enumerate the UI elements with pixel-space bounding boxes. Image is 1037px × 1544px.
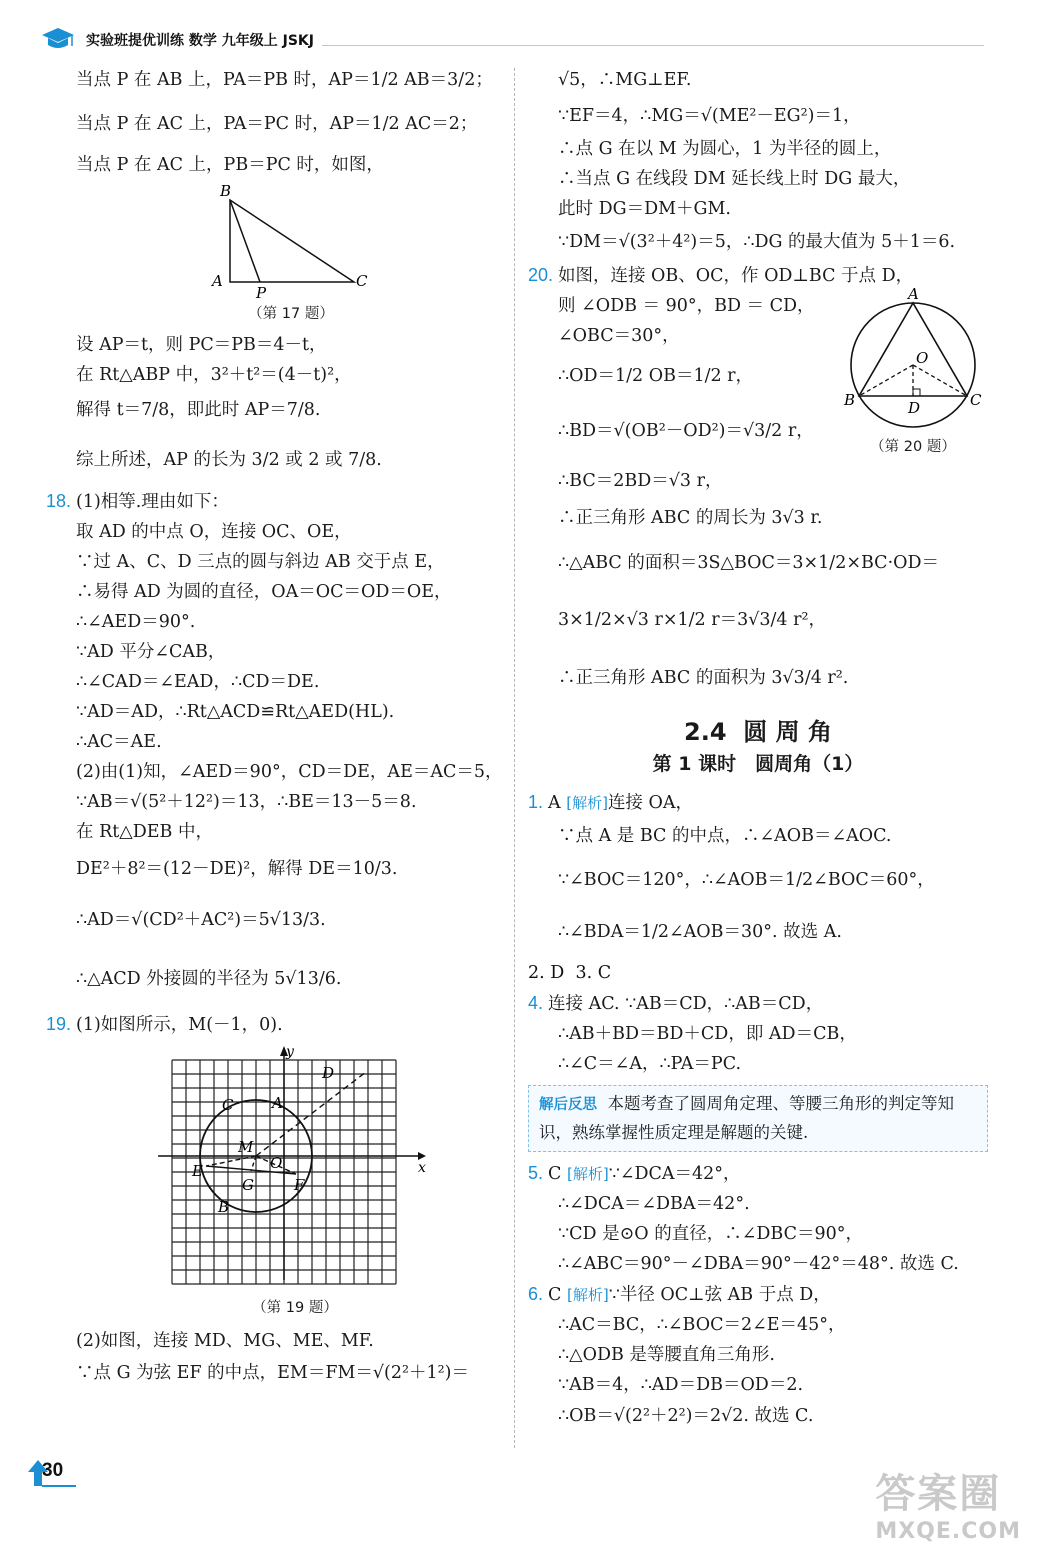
text-line: DE²＋8²＝(12－DE)²，解得 DE＝10/3. bbox=[76, 859, 398, 879]
label-F: F bbox=[294, 1176, 305, 1194]
label-A: A bbox=[908, 285, 919, 303]
text-line: 综上所述，AP 的长为 3/2 或 2 或 7/8. bbox=[76, 450, 382, 470]
label-D: D bbox=[322, 1064, 335, 1082]
text-line: ∴BC＝2BD＝√3 r， bbox=[558, 471, 723, 491]
text-line: ∵EF＝4，∴MG＝√(ME²－EG²)＝1， bbox=[558, 106, 861, 126]
text-line: 连接 OA， bbox=[607, 793, 693, 813]
answer-1 bbox=[528, 787, 988, 818]
text-line: 此时 DG＝DM＋GM. bbox=[558, 199, 731, 219]
column-divider bbox=[514, 68, 515, 1448]
text-line: ∵半径 OC⊥弦 AB 于点 D， bbox=[608, 1285, 831, 1305]
text-line: 在 Rt△ABP 中，3²＋t²＝(4－t)²， bbox=[76, 365, 352, 385]
text-line: ∴∠AED＝90°. bbox=[76, 612, 196, 632]
label-C: C bbox=[970, 391, 982, 409]
text-line: ∴∠DCA＝∠DBA＝42°. bbox=[558, 1194, 750, 1214]
text-line: ∵点 A 是 BC 的中点，∴∠AOB＝∠AOC. bbox=[558, 826, 892, 846]
text-line: ∴∠ABC＝90°－∠DBA＝90°－42°＝48°. 故选 C. bbox=[558, 1254, 959, 1274]
answer-choice: C bbox=[548, 1164, 562, 1184]
right-column bbox=[528, 62, 988, 1432]
text-line: ∴AB＋BD＝BD＋CD，即 AD＝CB， bbox=[558, 1024, 857, 1044]
text-line: 如图，连接 OB、OC，作 OD⊥BC 于点 D， bbox=[558, 266, 914, 286]
text-line: 当点 P 在 AB 上，PA＝PB 时，AP＝1/2 AB＝3/2； bbox=[76, 70, 493, 90]
text-line: ∴正三角形 ABC 的周长为 3√3 r. bbox=[558, 508, 823, 528]
text-line: (1)相等.理由如下： bbox=[76, 492, 229, 512]
watermark-url: MXQE.COM bbox=[875, 1519, 1021, 1544]
text-line: ∵AD＝AD，∴Rt△ACD≌Rt△AED(HL). bbox=[76, 702, 395, 722]
text-line: (1)如图所示，M(－1，0). bbox=[76, 1015, 283, 1035]
text-line: ∵∠DCA＝42°， bbox=[608, 1164, 741, 1184]
text-line: ∴AC＝AE. bbox=[76, 732, 162, 752]
question-number: 20. bbox=[528, 265, 554, 285]
text-line: ∵AB＝√(5²＋12²)＝13，∴BE＝13－5＝8. bbox=[76, 792, 417, 812]
question-number: 4. bbox=[528, 993, 544, 1013]
answer-choice: A bbox=[548, 793, 561, 813]
book-title: 实验班提优训练 数学 九年级上 JSKJ bbox=[86, 33, 314, 49]
question-20-body bbox=[528, 285, 988, 461]
text-line: (2)由(1)知，∠AED＝90°，CD＝DE，AE＝AC＝5， bbox=[76, 762, 503, 782]
reflection-text: 本题考查了圆周角定理、等腰三角形的判定等知识，熟练掌握性质定理是解题的关键. bbox=[539, 1094, 954, 1142]
answer-5 bbox=[528, 1158, 988, 1189]
text-line: 在 Rt△DEB 中， bbox=[76, 822, 213, 842]
answer-2-3 bbox=[528, 958, 988, 988]
analysis-tag: [解析] bbox=[566, 1286, 609, 1304]
text-line: ∴AD＝√(CD²＋AC²)＝5√13/3. bbox=[76, 910, 326, 930]
text-line: ∴OD＝1/2 OB＝1/2 r， bbox=[558, 366, 754, 386]
label-B: B bbox=[844, 391, 856, 409]
label-O: O bbox=[916, 349, 929, 367]
text-line: ∴易得 AD 为圆的直径，OA＝OC＝OD＝OE， bbox=[76, 582, 452, 602]
text-line: 当点 P 在 AC 上，PA＝PC 时，AP＝1/2 AC＝2； bbox=[76, 114, 478, 134]
text-line: 设 AP＝t，则 PC＝PB＝4－t， bbox=[76, 335, 327, 355]
text-line: ∵AB＝4，∴AD＝DB＝OD＝2. bbox=[558, 1375, 804, 1395]
label-C: C bbox=[222, 1096, 234, 1114]
watermark bbox=[875, 1462, 1021, 1544]
section-title: 2.4 圆 周 角 bbox=[684, 718, 832, 746]
figure-19 bbox=[46, 1040, 506, 1322]
text-line: ∵∠BOC＝120°，∴∠AOB＝1/2∠BOC＝60°， bbox=[558, 870, 935, 890]
text-line: 3×1/2×√3 r×1/2 r＝3√3/4 r²， bbox=[558, 610, 826, 630]
page-number: 30 bbox=[42, 1460, 64, 1481]
label-D: D bbox=[908, 399, 921, 417]
text-line: ∴△ODB 是等腰直角三角形. bbox=[558, 1345, 775, 1365]
question-number: 5. bbox=[528, 1163, 544, 1183]
left-column bbox=[46, 62, 506, 1390]
analysis-tag: [解析] bbox=[566, 794, 608, 812]
watermark-logo: 答案圈 bbox=[875, 1471, 1002, 1517]
text-line: ∴∠BDA＝1/2∠AOB＝30°. 故选 A. bbox=[558, 922, 842, 942]
text-line: 连接 AC. ∵AB＝CD，∴AB＝CD， bbox=[548, 994, 824, 1014]
text-line: ∠OBC＝30°， bbox=[558, 326, 680, 346]
text-line: 解得 t＝7/8，即此时 AP＝7/8. bbox=[76, 400, 321, 420]
label-O: O bbox=[270, 1154, 283, 1172]
analysis-tag: [解析] bbox=[566, 1165, 609, 1183]
reflection-title: 解后反思 bbox=[539, 1097, 597, 1113]
text-line: ∴△ACD 外接圆的半径为 5√13/6. bbox=[76, 969, 342, 989]
text-line: ∵点 G 为弦 EF 的中点，EM＝FM＝√(2²＋1²)＝ bbox=[76, 1363, 470, 1383]
label-A: A bbox=[212, 272, 223, 290]
figure-caption: （第 19 题） bbox=[252, 1300, 338, 1316]
text-line: ∴OB＝√(2²＋2²)＝2√2. 故选 C. bbox=[558, 1406, 814, 1426]
question-number: 6. bbox=[528, 1284, 544, 1304]
text-line: 当点 P 在 AC 上，PB＝PC 时，如图， bbox=[76, 155, 384, 175]
text-line: ∵DM＝√(3²＋4²)＝5，∴DG 的最大值为 5＋1＝6. bbox=[558, 232, 956, 252]
reflection-box bbox=[528, 1085, 988, 1152]
answer-4 bbox=[528, 988, 988, 1019]
grid-diagram bbox=[156, 1044, 436, 1294]
label-B: B bbox=[220, 182, 232, 200]
text-line: ∴∠CAD＝∠EAD，∴CD＝DE. bbox=[76, 672, 320, 692]
question-number: 18. bbox=[46, 491, 72, 511]
text-line: √5，∴MG⊥EF. bbox=[558, 70, 692, 90]
label-E: E bbox=[192, 1162, 203, 1180]
graduation-cap-icon bbox=[40, 26, 76, 52]
answer-2: 2. D bbox=[528, 963, 565, 983]
text-line: (2)如图，连接 MD、MG、ME、MF. bbox=[76, 1331, 374, 1351]
figure-20 bbox=[838, 285, 988, 465]
text-line: ∵CD 是⊙O 的直径，∴∠DBC＝90°， bbox=[558, 1224, 863, 1244]
circle-triangle-diagram bbox=[838, 285, 988, 435]
text-line: ∵过 A、C、D 三点的圆与斜边 AB 交于点 E， bbox=[76, 552, 445, 572]
label-G: G bbox=[242, 1176, 254, 1194]
figure-17 bbox=[46, 180, 506, 330]
figure-caption: （第 17 题） bbox=[248, 306, 334, 322]
label-C: C bbox=[356, 272, 368, 290]
text-line: ∴当点 G 在线段 DM 延长线上时 DG 最大， bbox=[558, 169, 911, 189]
text-line: ∵AD 平分∠CAB， bbox=[76, 642, 226, 662]
label-B: B bbox=[218, 1198, 230, 1216]
question-number: 19. bbox=[46, 1014, 72, 1034]
header-rule bbox=[322, 45, 984, 46]
label-P: P bbox=[256, 284, 267, 302]
label-A: A bbox=[272, 1094, 283, 1112]
question-number: 1. bbox=[528, 792, 544, 812]
page-header bbox=[0, 0, 1037, 56]
label-x: x bbox=[418, 1160, 426, 1176]
text-line: ∴AC＝BC，∴∠BOC＝2∠E＝45°， bbox=[558, 1315, 846, 1335]
answer-3: 3. C bbox=[575, 963, 612, 983]
text-line: 取 AD 的中点 O，连接 OC、OE， bbox=[76, 522, 352, 542]
text-line: ∴点 G 在以 M 为圆心，1 为半径的圆上， bbox=[558, 139, 892, 159]
text-line: ∴△ABC 的面积＝3S△BOC＝3×1/2×BC·OD＝ bbox=[558, 553, 940, 573]
label-y: y bbox=[286, 1044, 294, 1060]
text-line: ∴正三角形 ABC 的面积为 3√3/4 r². bbox=[558, 668, 849, 688]
text-line: ∴∠C＝∠A，∴PA＝PC. bbox=[558, 1054, 742, 1074]
text-line: ∴BD＝√(OB²－OD²)＝√3/2 r， bbox=[558, 421, 814, 441]
label-M: M bbox=[238, 1138, 254, 1156]
text-line: 则 ∠ODB ＝ 90°，BD ＝ CD， bbox=[558, 296, 815, 316]
question-18 bbox=[46, 486, 506, 517]
lesson-title: 第 1 课时 圆周角（1） bbox=[652, 753, 864, 775]
answer-6 bbox=[528, 1279, 988, 1310]
answer-choice: C bbox=[548, 1285, 562, 1305]
figure-caption: （第 20 题） bbox=[870, 439, 956, 455]
triangle-diagram bbox=[206, 182, 406, 302]
question-19 bbox=[46, 1009, 506, 1040]
